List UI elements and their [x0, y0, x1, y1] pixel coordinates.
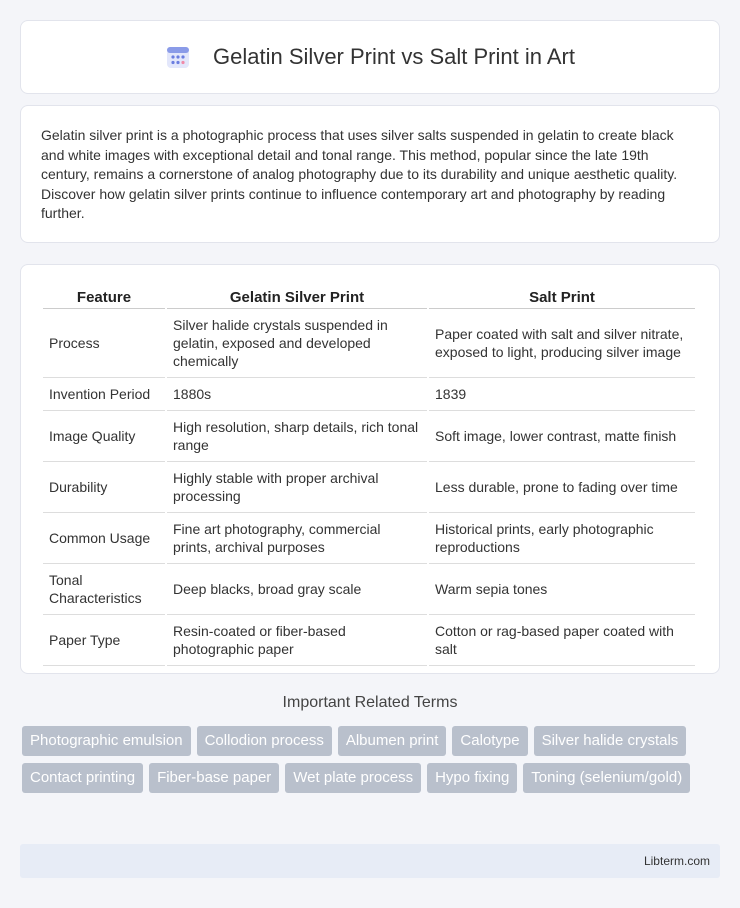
gelatin-cell: Silver halide crystals suspended in gelatin, exposed and developed chemically [167, 309, 427, 378]
term-tag[interactable]: Silver halide crystals [534, 726, 687, 756]
table-row [43, 564, 695, 615]
related-terms-title: Important Related Terms [282, 694, 458, 711]
feature-cell: Process [43, 309, 165, 378]
salt-cell: 1839 [429, 378, 695, 411]
table-row [43, 513, 695, 564]
term-tag[interactable]: Hypo fixing [427, 763, 517, 793]
feature-cell: Common Usage [43, 513, 165, 564]
gelatin-cell: 1880s [167, 378, 427, 411]
term-tag[interactable]: Calotype [452, 726, 527, 756]
gelatin-cell: Fine art photography, commercial prints, archival purposes [167, 513, 427, 564]
feature-cell: Invention Period [43, 378, 165, 411]
gelatin-cell: High resolution, sharp details, rich tonal range [167, 411, 427, 462]
feature-cell: Tonal Characteristics [43, 564, 165, 615]
table-header-row [43, 285, 695, 309]
table-row [43, 462, 695, 513]
term-tag[interactable]: Albumen print [338, 726, 447, 756]
intro-paragraph: Gelatin silver print is a photographic process that uses silver salts suspended in gelatin to create black and white images with exceptional detail and tonal range. This method, popular since the late 19th century, remains a cornerstone of analog photography due to its durability and unique aesthetic quality. Discover how gelatin silver prints continue to influence contemporary art and photography by reading further. [41, 127, 678, 221]
comparison-table-card [20, 264, 720, 674]
page-title: Gelatin Silver Print vs Salt Print in Art [213, 44, 575, 69]
related-terms-list [22, 726, 722, 793]
intro-card [20, 105, 720, 243]
gelatin-cell: Resin-coated or fiber-based photographic paper [167, 615, 427, 666]
calendar-icon [165, 44, 191, 70]
gelatin-cell: Highly stable with proper archival processing [167, 462, 427, 513]
footer [20, 844, 720, 878]
footer-brand-link[interactable]: Libterm.com [643, 854, 710, 868]
feature-cell: Durability [43, 462, 165, 513]
term-tag[interactable]: Toning (selenium/gold) [523, 763, 690, 793]
salt-cell: Soft image, lower contrast, matte finish [429, 411, 695, 462]
header-salt-print: Salt Print [429, 285, 695, 309]
header-card [20, 20, 720, 94]
salt-cell: Cotton or rag-based paper coated with salt [429, 615, 695, 666]
table-row [43, 411, 695, 462]
feature-cell: Paper Type [43, 615, 165, 666]
feature-cell: Image Quality [43, 411, 165, 462]
salt-cell: Warm sepia tones [429, 564, 695, 615]
term-tag[interactable]: Photographic emulsion [22, 726, 191, 756]
table-row [43, 309, 695, 378]
table-row [43, 615, 695, 666]
term-tag[interactable]: Fiber-base paper [149, 763, 279, 793]
comparison-table [41, 285, 697, 666]
header-gelatin-silver-print: Gelatin Silver Print [167, 285, 427, 309]
salt-cell: Historical prints, early photographic reproductions [429, 513, 695, 564]
gelatin-cell: Deep blacks, broad gray scale [167, 564, 427, 615]
term-tag[interactable]: Wet plate process [285, 763, 421, 793]
header-feature: Feature [43, 285, 165, 309]
term-tag[interactable]: Collodion process [197, 726, 332, 756]
salt-cell: Paper coated with salt and silver nitrate, exposed to light, producing silver image [429, 309, 695, 378]
table-row [43, 378, 695, 411]
term-tag[interactable]: Contact printing [22, 763, 143, 793]
salt-cell: Less durable, prone to fading over time [429, 462, 695, 513]
